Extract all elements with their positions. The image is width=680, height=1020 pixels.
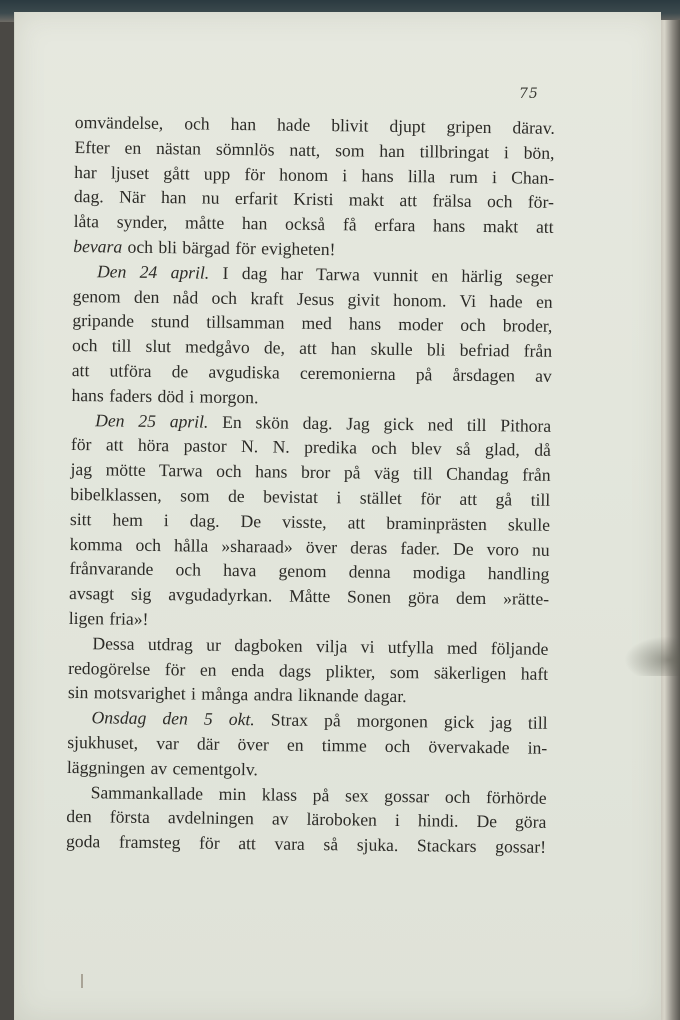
text-line: gripande stund tillsamman med hans moder och broder, [72,310,553,337]
diary-entry-line: Den 25 april. En skön dag. Jag gick ned till Pithora [95,409,552,436]
text-line: frånvarande och hava genom denna modiga handling [69,558,550,585]
paper-shadow [624,636,680,676]
paper-mark [81,974,83,988]
text-line: bibelklassen, som de bevistat i stället för att gå till [70,483,551,510]
text-line: sjukhuset, var där över en timme och övervakade in- [67,731,548,758]
text-line: jag mötte Tarwa och hans bror på väg till Chandag från [70,459,551,485]
entry-date: Onsdag den 5 okt. [91,707,255,730]
text-line: omvändelse, och han hade blivit djupt gripen därav. [74,111,555,138]
text-line: låta synder, måtte han också få erfara hans makt att [73,211,554,238]
emphasis-text: bevara [73,235,123,257]
text-line: hans faders död i morgon. [71,384,259,408]
text-line: har ljuset gått upp för honom i hans lilla rum i Chan- [74,161,555,188]
body-text [66,110,555,860]
book-page [14,12,661,1020]
text-line: och till slut medgåvo de, att han skulle bli befriad från [72,335,553,362]
page-number: 75 [519,86,539,102]
text-line: goda framsteg för att vara så sjuka. Stackars gossar! [65,831,547,857]
text-line: redogörelse för en enda dags plikter, som säkerligen haft [68,657,549,684]
text-line: Efter en nästan sömnlös natt, som han tillbringat i bön, [74,136,555,163]
text-line: för att höra pastor N. N. predika och blev så glad, då [70,434,552,461]
text-line: avsagt sig avgudadyrkan. Måtte Sonen göra dem »rätte- [68,583,550,609]
text-line: ligen fria»! [68,607,149,629]
diary-entry-line: Den 24 april. I dag har Tarwa vunnit en härlig seger [96,261,554,287]
text-line: dag. När han nu erfarit Kristi makt att frälsa och för- [73,186,555,213]
text-line: läggningen av cementgolv. [66,756,259,780]
text-line: sitt hem i dag. De visste, att braminprästen skulle [69,508,551,535]
text-line: bevara och bli bärgad för evigheten! [73,235,336,260]
diary-entry-line: Onsdag den 5 okt. Strax på morgonen gick jag till [91,707,548,733]
text-line: att utföra de avgudiska ceremonierna på årsdagen av [71,359,552,386]
entry-date: Den 24 april. [96,261,210,283]
paragraph-start-line: Dessa utdrag ur dagboken vilja vi utfylla med följande [92,632,549,659]
text-line: komma och hålla »sharaad» över deras fader. De voro nu [69,533,550,560]
text-line: den första avdelningen av läroboken i hindi. De göra [66,806,547,833]
text-line: sin motsvarighet i många andra liknande dagar. [67,682,407,707]
paragraph-start-line: Sammankallade min klass på sex gossar och förhörde [90,781,547,808]
entry-date: Den 25 april. [95,409,209,432]
text-line: genom den nåd och kraft Jesus givit honom. Vi hade en [72,285,553,312]
